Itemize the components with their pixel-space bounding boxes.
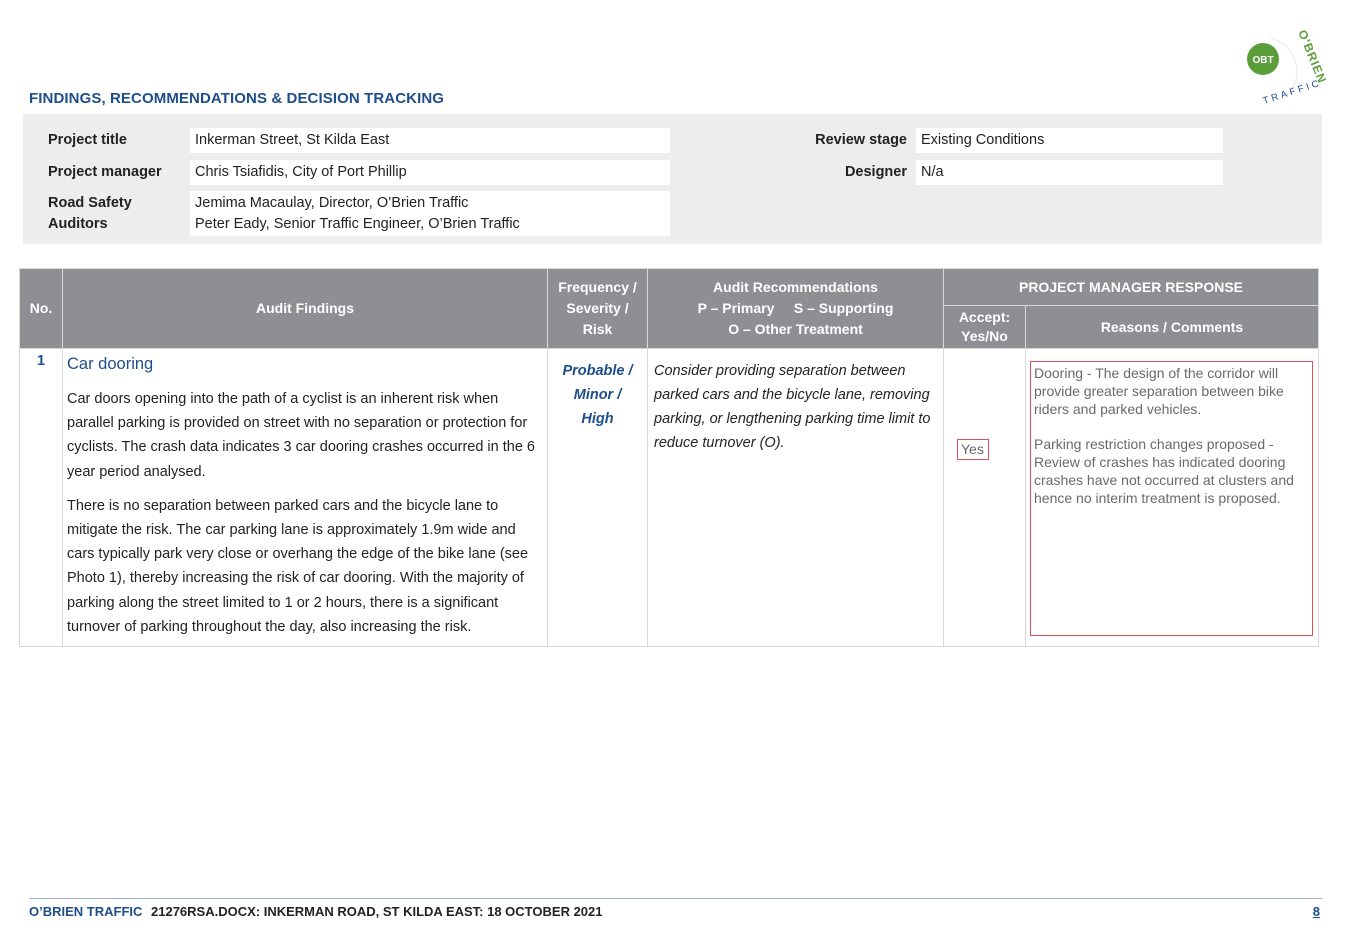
auditors-label-line2: Auditors bbox=[48, 216, 108, 232]
auditors-value-line2: Peter Eady, Senior Traffic Engineer, O’Brien Traffic bbox=[195, 216, 520, 232]
header-frequency-line1: Frequency / bbox=[558, 279, 637, 295]
project-manager-label: Project manager bbox=[48, 164, 162, 180]
comments-field[interactable] bbox=[1030, 361, 1313, 636]
finding-paragraph-2: There is no separation between parked cars and the bicycle lane to mitigate the risk. The car parking lane is approximately 1.9m wide and cars typically park very close or overhang the edge of the bike lane (see Photo 1), thereby increasing the risk of car dooring. With the majority of parking along the street limited to 1 or 2 hours, there is a significant turnover of parking throughout the day, also increasing the risk. bbox=[67, 497, 529, 635]
project-manager-value: Chris Tsiafidis, City of Port Phillip bbox=[190, 160, 670, 185]
header-no: No. bbox=[20, 269, 63, 349]
footer-divider bbox=[29, 898, 1322, 899]
project-title-value: Inkerman Street, St Kilda East bbox=[190, 128, 670, 153]
header-accept-line1: Accept: bbox=[958, 309, 1011, 325]
auditors-value bbox=[190, 191, 670, 236]
header-recs-line3: O – Other Treatment bbox=[728, 321, 863, 337]
header-frequency-line2: Severity / Risk bbox=[566, 300, 629, 337]
comments-cell bbox=[1026, 349, 1319, 647]
project-title-label: Project title bbox=[48, 132, 127, 148]
risk-value: High bbox=[581, 411, 614, 427]
footer-reference: 21276RSA.DOCX: INKERMAN ROAD, ST KILDA EAST: 18 OCTOBER 2021 bbox=[151, 904, 603, 919]
finding-paragraph-1: Car doors opening into the path of a cyclist is an inherent risk when parallel parking is provided on street with no separation or protection for cyclists. The crash data indicates 3 car dooring crashes occurred in the 6 year period analysed. bbox=[67, 391, 535, 480]
header-accept bbox=[944, 306, 1026, 349]
logo-graphic bbox=[1240, 20, 1340, 115]
finding-cell bbox=[63, 349, 548, 647]
auditors-value-line1: Jemima Macaulay, Director, O’Brien Traffic bbox=[195, 195, 469, 211]
findings-table bbox=[19, 268, 1319, 647]
header-recommendations bbox=[648, 269, 944, 349]
header-audit-findings: Audit Findings bbox=[63, 269, 548, 349]
document-title: FINDINGS, RECOMMENDATIONS & DECISION TRACKING bbox=[29, 90, 445, 107]
header-pm-response: PROJECT MANAGER RESPONSE bbox=[944, 269, 1319, 306]
header-recs-line1: Audit Recommendations bbox=[713, 279, 878, 295]
designer-label: Designer bbox=[844, 164, 907, 180]
footer-page-number[interactable]: 8 bbox=[1312, 904, 1320, 919]
header-reasons: Reasons / Comments bbox=[1026, 306, 1319, 349]
accept-field[interactable]: Yes bbox=[957, 439, 989, 460]
severity-value: Minor / bbox=[573, 387, 622, 403]
project-details-panel bbox=[23, 114, 1322, 244]
finding-title: Car dooring bbox=[67, 355, 154, 373]
comment-paragraph-2: Parking restriction changes proposed - Review of crashes has indicated dooring crashes have not occurred at clusters and hence no interim treatment is proposed. bbox=[1034, 436, 1294, 506]
accept-cell bbox=[944, 349, 1026, 647]
comment-paragraph-1: Dooring - The design of the corridor will provide greater separation between bike riders and parked vehicles. bbox=[1034, 365, 1284, 417]
review-stage-value: Existing Conditions bbox=[916, 128, 1223, 153]
logo-badge-text: OBT bbox=[1252, 55, 1274, 66]
logo-brand-bottom: TRAFFIC bbox=[1261, 77, 1324, 107]
frequency-cell bbox=[548, 349, 648, 647]
table-row bbox=[20, 349, 1319, 647]
designer-value: N/a bbox=[916, 160, 1223, 185]
recommendation-cell: Consider providing separation between parked cars and the bicycle lane, removing parking, or lengthening parking time limit to reduce turnover (O). bbox=[648, 349, 944, 647]
logo-brand-top: O'BRIEN bbox=[1295, 27, 1330, 86]
auditors-label-line1: Road Safety bbox=[48, 195, 132, 211]
header-accept-line2: Yes/No bbox=[961, 328, 1008, 344]
footer-brand: O’BRIEN TRAFFIC bbox=[29, 904, 143, 919]
row-number: 1 bbox=[20, 349, 63, 647]
review-stage-label: Review stage bbox=[815, 132, 907, 148]
header-recs-line2: P – Primary S – Supporting bbox=[697, 300, 894, 316]
header-frequency bbox=[548, 269, 648, 349]
obrien-traffic-logo bbox=[1240, 20, 1340, 115]
frequency-value: Probable / bbox=[562, 363, 633, 379]
